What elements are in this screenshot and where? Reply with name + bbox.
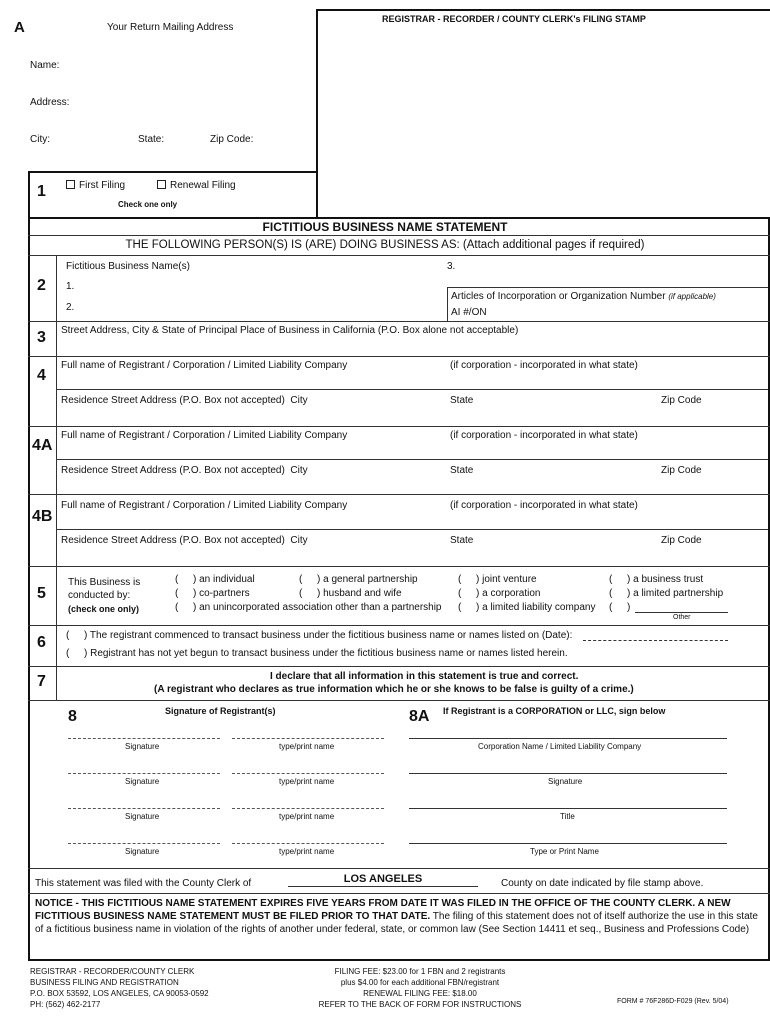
main-top-border bbox=[28, 217, 770, 219]
state-label: State: bbox=[138, 134, 165, 145]
registrant-4b-zip-label: Zip Code bbox=[661, 535, 702, 546]
type-print-label-1: type/print name bbox=[279, 742, 335, 751]
principal-address-label: Street Address, City & State of Principal Place of Business in California (P.O. Box alone not acceptable) bbox=[61, 325, 519, 336]
ai-on-label: AI #/ON bbox=[451, 307, 487, 318]
business-names-label: Fictitious Business Name(s) bbox=[66, 261, 190, 272]
business-conducted-label-1: This Business is bbox=[68, 577, 141, 588]
signature-line-2[interactable] bbox=[68, 773, 220, 774]
option-other-close[interactable]: ) bbox=[627, 602, 631, 613]
corp-name-label: Corporation Name / Limited Liability Company bbox=[478, 742, 642, 751]
section-4a-divider bbox=[28, 494, 770, 495]
registrant-signature-header: Signature of Registrant(s) bbox=[165, 706, 276, 716]
footer-address-1: REGISTRAR - RECORDER/COUNTY CLERK bbox=[30, 967, 195, 976]
option-corporation[interactable]: ) a corporation bbox=[476, 588, 541, 599]
registrant-4b-incorporated-label: (if corporation - incorporated in what state) bbox=[450, 500, 638, 511]
corp-print-name-label: Type or Print Name bbox=[530, 847, 599, 856]
filing-fee-4: REFER TO THE BACK OF FORM FOR INSTRUCTIONS bbox=[318, 1000, 522, 1009]
paren-husband-wife[interactable]: ( bbox=[299, 588, 303, 599]
filed-suffix: County on date indicated by file stamp above. bbox=[501, 878, 704, 889]
address-label: Address: bbox=[30, 97, 70, 108]
subtitle-divider bbox=[28, 255, 770, 256]
section-1-number: 1 bbox=[37, 183, 46, 200]
section-4-divider bbox=[28, 426, 770, 427]
registrant-4-name-label: Full name of Registrant / Corporation / Limited Liability Company bbox=[61, 360, 348, 371]
section-4b-divider bbox=[28, 566, 770, 567]
option-business-trust[interactable]: ) a business trust bbox=[627, 574, 704, 585]
registrant-4a-divider bbox=[56, 459, 768, 460]
paren-unincorporated[interactable]: ( bbox=[175, 602, 179, 613]
paren-corporation[interactable]: ( bbox=[458, 588, 462, 599]
articles-text: Articles of Incorporation or Organization Number bbox=[451, 291, 666, 302]
signature-label-2: Signature bbox=[125, 777, 160, 786]
option-limited-partnership[interactable]: ) a limited partnership bbox=[627, 588, 724, 599]
registrant-4b-state-label: State bbox=[450, 535, 474, 546]
address-box-bottom bbox=[28, 171, 318, 173]
letter-a: A bbox=[14, 19, 25, 36]
main-bottom-border bbox=[28, 959, 770, 961]
corp-title-label: Title bbox=[560, 812, 575, 821]
section-4b-number: 4B bbox=[32, 508, 53, 525]
business-conducted-label-2: conducted by: bbox=[68, 590, 131, 601]
registrant-4-zip-label: Zip Code bbox=[661, 395, 702, 406]
not-begun-business-option[interactable]: ) Registrant has not yet begun to transact business under the fictitious business name or names listed herein. bbox=[84, 648, 568, 659]
other-label: Other bbox=[673, 614, 691, 621]
registrant-4a-state-label: State bbox=[450, 465, 474, 476]
option-copartners[interactable]: ) co-partners bbox=[193, 588, 250, 599]
option-general-partnership[interactable]: ) a general partnership bbox=[317, 574, 418, 585]
zip-label: Zip Code: bbox=[210, 134, 254, 145]
first-filing-option[interactable] bbox=[66, 180, 125, 192]
county-name: LOS ANGELES bbox=[343, 873, 423, 885]
registrant-4b-city-label: City bbox=[290, 535, 308, 546]
declaration-line-2: (A registrant who declares as true information which he or she knows to be false is guilty of a crime.) bbox=[154, 684, 634, 695]
paren-not-begun[interactable]: ( bbox=[66, 648, 70, 659]
type-print-line-4[interactable] bbox=[232, 843, 384, 844]
paren-business-trust[interactable]: ( bbox=[609, 574, 613, 585]
notice-text: The filing of this statement does not of itself authorize the use in this state of a fictitious business name in violation of the rights of another under federal, state, or common law (See Section 14411 et seq., Business and Professions Code) bbox=[35, 911, 758, 935]
articles-label bbox=[451, 291, 716, 303]
articles-box-top bbox=[447, 287, 768, 288]
expiration-notice bbox=[35, 897, 763, 936]
registrant-4a-residence-label bbox=[61, 465, 308, 477]
section-5-number: 5 bbox=[37, 585, 46, 602]
type-print-line-3[interactable] bbox=[232, 808, 384, 809]
name-label: Name: bbox=[30, 60, 60, 71]
option-unincorporated[interactable]: ) an unincorporated association other than a partnership bbox=[193, 602, 442, 613]
type-print-line-2[interactable] bbox=[232, 773, 384, 774]
corp-name-line[interactable] bbox=[409, 738, 727, 739]
filing-fee-3: RENEWAL FILING FEE: $18.00 bbox=[363, 989, 477, 998]
signature-label-4: Signature bbox=[125, 847, 160, 856]
check-one-only: Check one only bbox=[118, 200, 178, 209]
registrant-4b-residence-label bbox=[61, 535, 308, 547]
paren-other[interactable]: ( bbox=[609, 602, 613, 613]
registrant-4a-incorporated-label: (if corporation - incorporated in what state) bbox=[450, 430, 638, 441]
section-8-divider bbox=[28, 868, 770, 869]
filing-stamp-title: REGISTRAR - RECORDER / COUNTY CLERK's FILING STAMP bbox=[382, 14, 646, 24]
section-2-number: 2 bbox=[37, 277, 46, 294]
footer-address-2: BUSINESS FILING AND REGISTRATION bbox=[30, 978, 179, 987]
city-label: City: bbox=[30, 134, 50, 145]
declaration-line-1: I declare that all information in this statement is true and correct. bbox=[270, 671, 579, 682]
form-title: FICTITIOUS BUSINESS NAME STATEMENT bbox=[262, 220, 508, 234]
corp-title-line[interactable] bbox=[409, 808, 727, 809]
business-name-1: 1. bbox=[66, 281, 75, 292]
corp-print-name-line[interactable] bbox=[409, 843, 727, 844]
section-5-divider bbox=[28, 625, 770, 626]
registrant-4-residence-label bbox=[61, 395, 308, 407]
articles-box-left bbox=[447, 287, 448, 321]
paren-llc[interactable]: ( bbox=[458, 602, 462, 613]
option-llc[interactable]: ) a limited liability company bbox=[476, 602, 596, 613]
paren-individual[interactable]: ( bbox=[175, 574, 179, 585]
footer-phone: PH: (562) 462-2177 bbox=[30, 1000, 101, 1009]
registrant-4a-residence-text: Residence Street Address (P.O. Box not accepted) bbox=[61, 465, 285, 476]
commenced-business-option[interactable]: ) The registrant commenced to transact business under the fictitious business name or names listed on (Date): bbox=[84, 630, 573, 641]
type-print-label-2: type/print name bbox=[279, 777, 335, 786]
section-7-number: 7 bbox=[37, 673, 46, 690]
corp-signature-label: Signature bbox=[548, 777, 583, 786]
filed-prefix: This statement was filed with the County Clerk of bbox=[35, 878, 252, 889]
first-filing-checkbox[interactable] bbox=[66, 180, 75, 189]
option-husband-wife[interactable]: ) husband and wife bbox=[317, 588, 402, 599]
if-applicable: (if applicable) bbox=[668, 292, 716, 301]
registrant-4-city-label: City bbox=[290, 395, 308, 406]
paren-general-partnership[interactable]: ( bbox=[299, 574, 303, 585]
registrant-4b-name-label: Full name of Registrant / Corporation / Limited Liability Company bbox=[61, 500, 348, 511]
stamp-left-border bbox=[316, 9, 318, 218]
registrant-4a-city-label: City bbox=[290, 465, 308, 476]
registrant-4b-divider bbox=[56, 529, 768, 530]
section-4a-number: 4A bbox=[32, 437, 53, 454]
signature-line-1[interactable] bbox=[68, 738, 220, 739]
notice-bold: NOTICE - THIS FICTITIOUS NAME STATEMENT EXPIRES FIVE YEARS FROM DATE IT WAS FILED IN THE OFFICE OF THE COUNTY CLERK. A NEW FICTITIOUS BUSINESS NAME STATEMENT MUST BE FILED PRIOR TO THAT DATE. bbox=[35, 898, 731, 922]
filing-fee-2: plus $4.00 for each additional FBN/registrant bbox=[340, 978, 500, 987]
signature-line-4[interactable] bbox=[68, 843, 220, 844]
signature-line-3[interactable] bbox=[68, 808, 220, 809]
business-conducted-label-3: (check one only) bbox=[68, 604, 140, 614]
signature-label-3: Signature bbox=[125, 812, 160, 821]
option-joint-venture[interactable]: ) joint venture bbox=[476, 574, 537, 585]
form-number: FORM # 76F286D-F029 (Rev. 5/04) bbox=[617, 998, 729, 1005]
section-6-divider bbox=[28, 666, 770, 667]
footer-address-3: P.O. BOX 53592, LOS ANGELES, CA 90053-0592 bbox=[30, 989, 209, 998]
address-box-left bbox=[28, 171, 30, 218]
business-name-2: 2. bbox=[66, 302, 75, 313]
top-border bbox=[317, 9, 770, 11]
registrant-4-state-label: State bbox=[450, 395, 474, 406]
return-address-label: Your Return Mailing Address bbox=[107, 22, 234, 33]
registrant-4a-zip-label: Zip Code bbox=[661, 465, 702, 476]
renewal-filing-option[interactable] bbox=[157, 180, 236, 192]
registrant-4a-name-label: Full name of Registrant / Corporation / Limited Liability Company bbox=[61, 430, 348, 441]
renewal-filing-checkbox[interactable] bbox=[157, 180, 166, 189]
renewal-filing-label: Renewal Filing bbox=[170, 180, 236, 191]
type-print-line-1[interactable] bbox=[232, 738, 384, 739]
paren-joint-venture[interactable]: ( bbox=[458, 574, 462, 585]
section-8-number: 8 bbox=[68, 708, 77, 725]
section-7-divider bbox=[28, 700, 770, 701]
option-individual[interactable]: ) an individual bbox=[193, 574, 255, 585]
signature-label-1: Signature bbox=[125, 742, 160, 751]
paren-commenced[interactable]: ( bbox=[66, 630, 70, 641]
type-print-label-3: type/print name bbox=[279, 812, 335, 821]
title-divider bbox=[28, 235, 770, 236]
corp-signature-header: If Registrant is a CORPORATION or LLC, sign below bbox=[443, 706, 666, 716]
type-print-label-4: type/print name bbox=[279, 847, 335, 856]
business-name-3: 3. bbox=[447, 261, 456, 272]
first-filing-label: First Filing bbox=[79, 180, 126, 191]
corp-signature-line[interactable] bbox=[409, 773, 727, 774]
form-subtitle: THE FOLLOWING PERSON(S) IS (ARE) DOING BUSINESS AS: (Attach additional pages if required) bbox=[125, 239, 645, 251]
paren-copartners[interactable]: ( bbox=[175, 588, 179, 599]
registrant-4-incorporated-label: (if corporation - incorporated in what state) bbox=[450, 360, 638, 371]
registrant-4-divider bbox=[56, 389, 768, 390]
section-3-divider bbox=[28, 356, 770, 357]
filed-divider bbox=[28, 893, 770, 894]
filing-fee-1: FILING FEE: $23.00 for 1 FBN and 2 registrants bbox=[334, 967, 506, 976]
section-4-number: 4 bbox=[37, 367, 46, 384]
section-6-number: 6 bbox=[37, 634, 46, 651]
section-2-divider bbox=[28, 321, 770, 322]
commenced-date-line[interactable] bbox=[583, 640, 728, 641]
registrant-4-residence-text: Residence Street Address (P.O. Box not accepted) bbox=[61, 395, 285, 406]
county-line bbox=[288, 886, 478, 887]
paren-limited-partnership[interactable]: ( bbox=[609, 588, 613, 599]
section-3-number: 3 bbox=[37, 329, 46, 346]
main-left-border bbox=[28, 217, 30, 960]
section-8a-number: 8A bbox=[409, 708, 430, 725]
registrant-4b-residence-text: Residence Street Address (P.O. Box not accepted) bbox=[61, 535, 285, 546]
